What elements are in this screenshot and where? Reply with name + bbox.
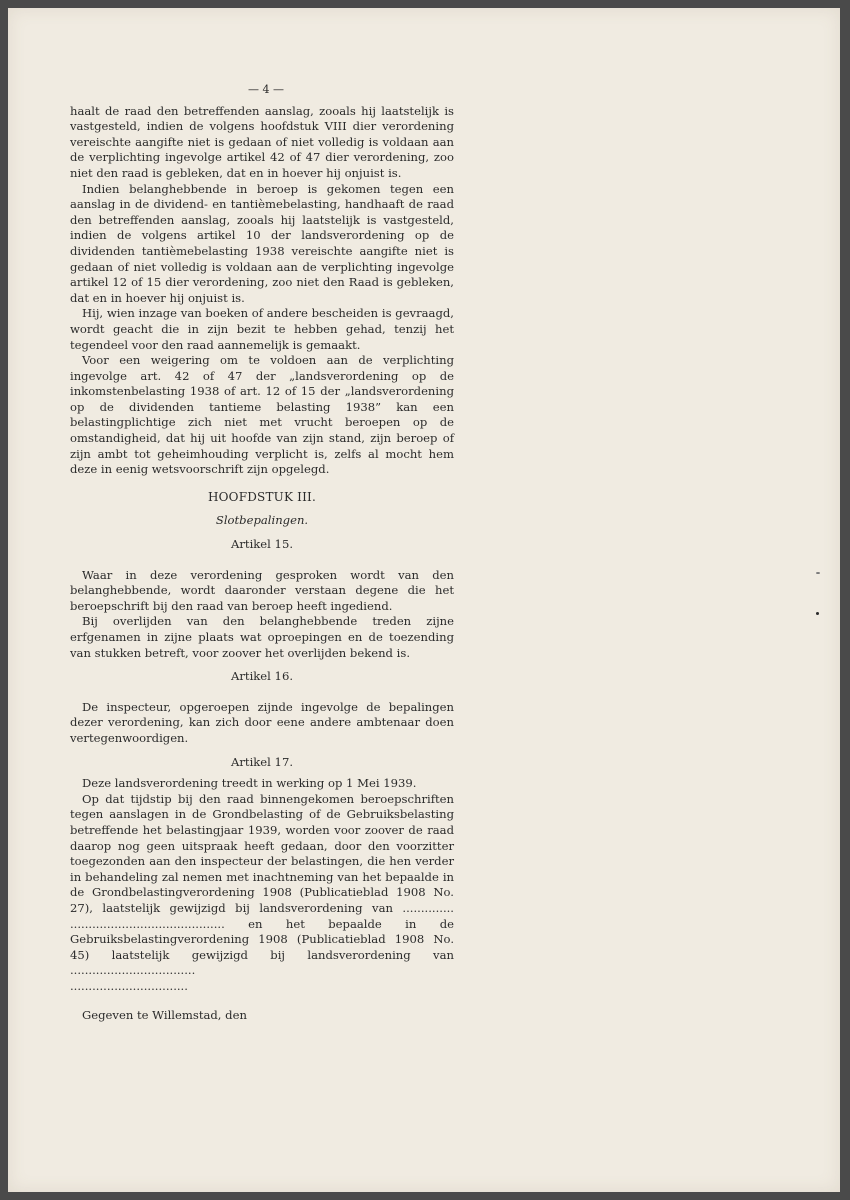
article-heading: Artikel 16.	[231, 669, 293, 684]
paragraph: haalt de raad den betreffenden aanslag, zooals hij laatstelijk is vastgesteld, indien de volgens hoofdstuk VIII dier verordening vereischte aangifte niet is gedaan of niet volledig is voldaan aan de verplichting ingevolge artikel 42 of 47 dier verordening, zoo niet den raad is gebleken, dat en in hoever hij onjuist is.	[70, 103, 454, 180]
paragraph: Indien belanghebbende in beroep is gekomen tegen een aanslag in de dividend- en tantièmebelasting, handhaaft de raad den betreffenden aanslag, zooals hij laatstelijk is vastgesteld, indien de volgens artikel 10 der landsverordening op de dividenden tantièmebelasting 1938 vereischte aangifte niet is gedaan of niet volledig is voldaan aan de verplichting ingevolge artikel 12 of 15 dier verordening, zoo niet den Raad is gebleken, dat en in hoever hij onjuist is.	[70, 181, 454, 305]
paper-speck	[816, 612, 819, 615]
dotted-line: ................................	[70, 978, 188, 993]
paragraph: Voor een weigering om te voldoen aan de verplichting ingevolge art. 42 of 47 der „landsverordening op de inkomstenbelasting 1938 of art. 12 of 15 der „landsverordening op de dividenden tantieme belasting 1938” kan een belastingplichtige zich niet met vrucht beroepen op de omstandigheid, dat hij uit hoofde van zijn stand, zijn beroep of zijn ambt tot geheimhouding verplicht is, zelfs al mocht hem deze in eenig wetsvoorschrift zijn opgelegd.	[70, 353, 454, 477]
paragraph: Op dat tijdstip bij den raad binnengekomen beroepschriften tegen aanslagen in de Grondbelasting of de Gebruiksbelasting betreffende het belastingjaar 1939, worden voor zoover de raad daarop nog geen uitspraak heeft gedaan, door den voorzitter toegezonden aan den inspecteur der belastingen, die hen verder in behandeling zal nemen met inachtneming van het bepaalde in de Grondbelastingverordening 1908 (Publicatieblad 1908 No. 27), laatstelijk gewijzigd bij landsverordening van .............. .......................................... en het bepaalde in de Gebruiksbelastingverordening 1908 (Publicatieblad 1908 No. 45) laatstelijk gewijzigd bij landsverordening van ..................................	[70, 791, 454, 978]
chapter-heading: HOOFDSTUK III.	[207, 489, 317, 504]
paragraph: De inspecteur, opgeroepen zijnde ingevolge de bepalingen dezer verordening, kan zich door eene andere ambtenaar doen vertegenwoordigen.	[70, 699, 454, 745]
article-heading: Artikel 15.	[231, 537, 293, 552]
document-page	[8, 8, 840, 1192]
paragraph: Deze landsverordening treedt in werking op 1 Mei 1939.	[82, 776, 417, 791]
chapter-subtitle: Slotbepalingen.	[215, 513, 309, 528]
paragraph: Waar in deze verordening gesproken wordt van den belanghebbende, wordt daaronder verstaan degene die het beroepschrift bij den raad van beroep heeft ingediend.	[70, 567, 454, 613]
paragraph: Hij, wien inzage van boeken of andere bescheiden is gevraagd, wordt geacht die in zijn bezit te hebben gehad, tenzij het tegendeel voor den raad aannemelijk is gemaakt.	[70, 306, 454, 352]
paper-speck	[816, 572, 820, 574]
paragraph: Bij overlijden van den belanghebbende treden zijne erfgenamen in zijne plaats wat oproepingen en de toezending van stukken betreft, voor zoover het overlijden bekend is.	[70, 614, 454, 660]
page-number: — 4 —	[248, 83, 284, 96]
document-body	[70, 82, 454, 1024]
article-heading: Artikel 17.	[231, 754, 293, 769]
closing-line: Gegeven te Willemstad, den	[82, 1008, 247, 1023]
